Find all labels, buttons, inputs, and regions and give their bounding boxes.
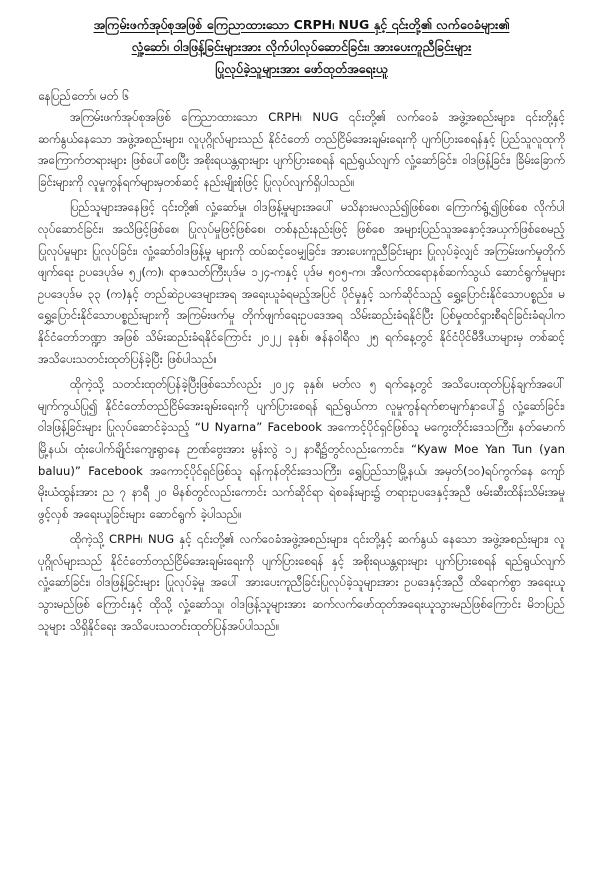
title-line-1: အကြမ်းဖက်အုပ်စုအဖြစ် ကြေညာထားသော CRPH၊ NUG နှင့် ၎င်းတို့၏ လက်ဝေခံများ၏	[93, 17, 510, 32]
paragraph-4: ထိုကဲ့သို့ CRPH၊ NUG နှင့် ၎င်းတို့၏ လက်ဝေခံအဖွဲ့အစည်းများ၊ ၎င်းတို့နှင့် ဆက်နွယ် နေသော အဖွဲ့အစည်းများ၊ လူပုဂ္ဂိုလ်များသည် နိုင်ငံတော်တည်ငြိမ်အေးချမ်းရေးကို ပျက်ပြားစေရန် နှင့် အစိုးရယန္တရားများ ပျက်ပြားစေရန် ရည်ရွယ်လျက် လှုံ့ဆော်ခြင်း၊ ဝါဒဖြန့်ခြင်းများ ပြုလုပ်ခဲ့မှု အပေါ် အားပေးကူညီခြင်းပြုလုပ်ခဲ့သူများအား ဥပဒေနှင့်အညီ ထိရောက်စွာ အရေးယူသွားမည်ဖြစ် ကြောင်းနှင့် ထိုသို့ လှုံ့ဆော်သူ၊ ဝါဒဖြန့်သူများအား ဆက်လက်ဖော်ထုတ်အရေးယူသွားမည်ဖြစ်ကြောင်း မိဘပြည်သူများ သိရှိနိုင်ရေး အသိပေးသတင်းထုတ်ပြန်အပ်ပါသည်။	[38, 532, 565, 633]
document-title	[38, 14, 565, 80]
paragraph-2: ပြည်သူများအနေဖြင့် ၎င်းတို့၏ လှုံ့ဆော်မှု၊ ဝါဒဖြန့်မှုများအပေါ် မသိနားမလည်၍ဖြစ်စေ၊ ကြောက်ရွံ့၍ဖြစ်စေ လိုက်ပါလုပ်ဆောင်ခြင်း၊ အသိဖြင့်ဖြစ်စေ၊ ပြုလုပ်မှုဖြင့်ဖြစ်စေ၊ တစ်နည်းနည်းဖြင့် ဖြစ်စေ အများပြည်သူအနှောင့်အယှက်ဖြစ်စေမည့် ပြုလုပ်မှုများ ပြုလုပ်ခြင်း၊ လှုံ့ဆော်ဝါဒဖြန့်မှု များကို ထပ်ဆင့်ဝေမျှခြင်း၊ အားပေးကူညီခြင်းများ ပြုလုပ်ခဲ့လျှင် အကြမ်းဖက်မှုတိုက်ဖျက်ရေး ဥပဒေပုဒ်မ ၅၂(က)၊ ရာဇသတ်ကြီးပုဒ်မ ၁၂၄-ကနှင့် ပုဒ်မ ၅၀၅-က၊ အီလက်ထရောနစ်ဆက်သွယ် ဆောင်ရွက်မှုများဥပဒေပုဒ်မ ၃၃ (က)နှင့် တည်ဆဲဥပဒေများအရ အရေးယူခံရမည့်အပြင် ပိုင်မှုနှင့် သက်ဆိုင်သည့် ရွှေ့ပြောင်းနိုင်သောပစ္စည်း၊ မရွှေ့ပြောင်းနိုင်သောပစ္စည်းများကို အကြမ်းဖက်မှု တိုက်ဖျက်ရေးဥပဒေအရ သိမ်းဆည်းခံရနိုင်ပြီး ပြစ်မှုထင်ရှားစီရင်ခြင်းခံရပါက နိုင်ငံတော်ဘဏ္ဍာ အဖြစ် သိမ်းဆည်းခံရနိုင်ကြောင်း ၂၀၂၂ ခုနှစ်၊ ဇန်နဝါရီလ ၂၅ ရက်နေ့တွင် နိုင်ငံပိုင်မီဒီယာများမှ တစ်ဆင့် အသိပေးသတင်းထုတ်ပြန်ခဲ့ပြီး ဖြစ်ပါသည်။	[38, 200, 565, 366]
paragraph-1: အကြမ်းဖက်အုပ်စုအဖြစ် ကြေညာထားသော CRPH၊ NUG ၎င်းတို့၏ လက်ဝေခံ အဖွဲ့အစည်းများ၊ ၎င်းတို့နှင့် ဆက်နွယ်နေသော အဖွဲ့အစည်းများ၊ လူပုဂ္ဂိုလ်များသည် နိုင်ငံတော် တည်ငြိမ်အေးချမ်းရေးကို ပျက်ပြားစေရန်နှင့် ပြည်သူလူထုကို အကြောက်တရားများ ဖြစ်ပေါ်စေပြီး အစိုးရယန္တရားများ ပျက်ပြားစေရန် ရည်ရွယ်လျက် လှုံ့ဆော်ခြင်း၊ ဝါဒဖြန့်ခြင်း၊ ခြိမ်းခြောက်ခြင်းများကို လူမှုကွန်ရက်များမှတစ်ဆင့် နည်းမျိုးစုံဖြင့် ပြုလုပ်လျက်ရှိပါသည်။	[38, 110, 565, 189]
paragraph-3: ထိုကဲ့သို့ သတင်းထုတ်ပြန်ခဲ့ပြီးဖြစ်သော်လည်း ၂၀၂၄ ခုနှစ်၊ မတ်လ ၅ ရက်နေ့တွင် အသိပေးထုတ်ပြန်ချက်အပေါ် မျက်ကွယ်ပြု၍ နိုင်ငံတော်တည်ငြိမ်အေးချမ်းရေးကို ပျက်ပြားစေရန် ရည်ရွယ်ကာ လူမှုကွန်ရက်စာမျက်နှာပေါ်၌ လှုံ့ဆော်ခြင်း၊ ဝါဒဖြန့်ခြင်းများ ပြုလုပ်ဆောင်ခဲ့သည့် “U Nyarna” Facebook အကောင့်ပိုင်ရှင်ဖြစ်သူ မကွေးတိုင်းဒေသကြီး၊ နတ်မောက်မြို့နယ်၊ ထုံးပေါက်ချိုင်းကျေးရွာနေ ဉာဏ်ဗွေးအား မွန်းလွဲ ၁၂ နာရီ၌တွင်လည်းကောင်း၊ “Kyaw Moe Yan Tun (yan baluu)” Facebook အကောင့်ပိုင်ရှင်ဖြစ်သူ ရန်ကုန်တိုင်းဒေသကြီး၊ ရွှေပြည်သာမြို့နယ်၊ အမှတ်(၁၀)ရပ်ကွက်နေ ကျော်မိုးယံထွန်းအား ည ၇ နာရီ ၂၀ မိနစ်တွင်လည်းကောင်း သက်ဆိုင်ရာ ရဲစခန်းများ၌ တရားဥပဒေနှင့်အညီ ဖမ်းဆီးထိန်းသိမ်းအမှုဖွင့်လှစ် အရေးယူခြင်းများ ဆောင်ရွက် ခဲ့ပါသည်။	[38, 377, 565, 521]
title-line-2: လှုံ့ဆော်၊ ဝါဒဖြန့်ခြင်းများအား လိုက်ပါလုပ်ဆောင်ခြင်း၊ အားပေးကူညီခြင်းများ	[131, 39, 472, 54]
dateline: နေပြည်တော်၊ မတ် ၆	[38, 89, 130, 103]
title-line-3: ပြုလုပ်ခဲ့သူများအား ဖော်ထုတ်အရေးယူ	[215, 61, 388, 76]
